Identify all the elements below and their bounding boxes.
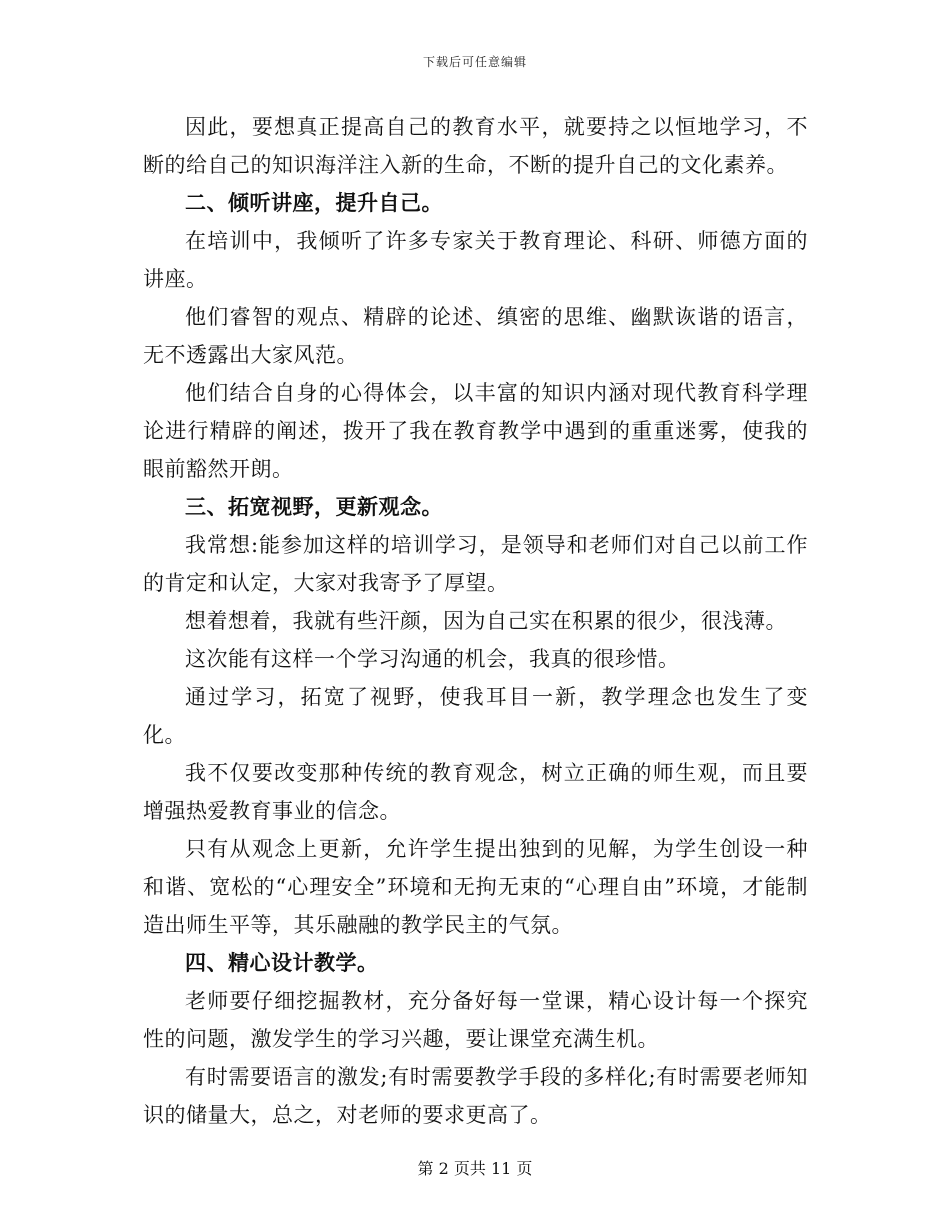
paragraph: 我常想:能参加这样的培训学习，是领导和老师们对自己以前工作的肯定和认定，大家对我寄予了厚望。 [143, 533, 808, 595]
page-header: 下载后可任意编辑 [422, 55, 527, 69]
paragraph: 这次能有这样一个学习沟通的机会，我真的很珍惜。 [185, 647, 680, 671]
document-body [143, 108, 808, 1134]
paragraph: 想着想着，我就有些汗颜，因为自己实在积累的很少，很浅薄。 [185, 609, 787, 633]
paragraph: 老师要仔细挖掘教材，充分备好每一堂课，精心设计每一个探究性的问题，激发学生的学习兴趣，要让课堂充满生机。 [143, 989, 808, 1051]
paragraph: 通过学习，拓宽了视野，使我耳目一新，教学理念也发生了变化。 [143, 685, 808, 747]
paragraph: 在培训中，我倾听了许多专家关于教育理论、科研、师德方面的讲座。 [143, 229, 808, 291]
paragraph: 他们睿智的观点、精辟的论述、缜密的思维、幽默诙谐的语言，无不透露出大家风范。 [143, 305, 808, 367]
paragraph: 有时需要语言的激发;有时需要教学手段的多样化;有时需要老师知识的储量大，总之，对老师的要求更高了。 [143, 1065, 808, 1127]
paragraph: 我不仅要改变那种传统的教育观念，树立正确的师生观，而且要增强热爱教育事业的信念。 [143, 761, 808, 823]
section-heading: 二、倾听讲座，提升自己。 [185, 190, 443, 215]
paragraph: 只有从观念上更新，允许学生提出独到的见解，为学生创设一种和谐、宽松的“心理安全”环境和无拘无束的“心理自由”环境，才能制造出师生平等，其乐融融的教学民主的气氛。 [143, 837, 808, 937]
paragraph: 他们结合自身的心得体会，以丰富的知识内涵对现代教育科学理论进行精辟的阐述，拨开了我在教育教学中遇到的重重迷雾，使我的眼前豁然开朗。 [143, 381, 808, 481]
page-footer: 第 2 页共 11 页 [417, 1159, 533, 1178]
paragraph: 因此，要想真正提高自己的教育水平，就要持之以恒地学习，不断的给自己的知识海洋注入新的生命，不断的提升自己的文化素养。 [143, 115, 808, 177]
section-heading: 三、拓宽视野，更新观念。 [185, 494, 443, 519]
section-heading: 四、精心设计教学。 [185, 950, 379, 975]
